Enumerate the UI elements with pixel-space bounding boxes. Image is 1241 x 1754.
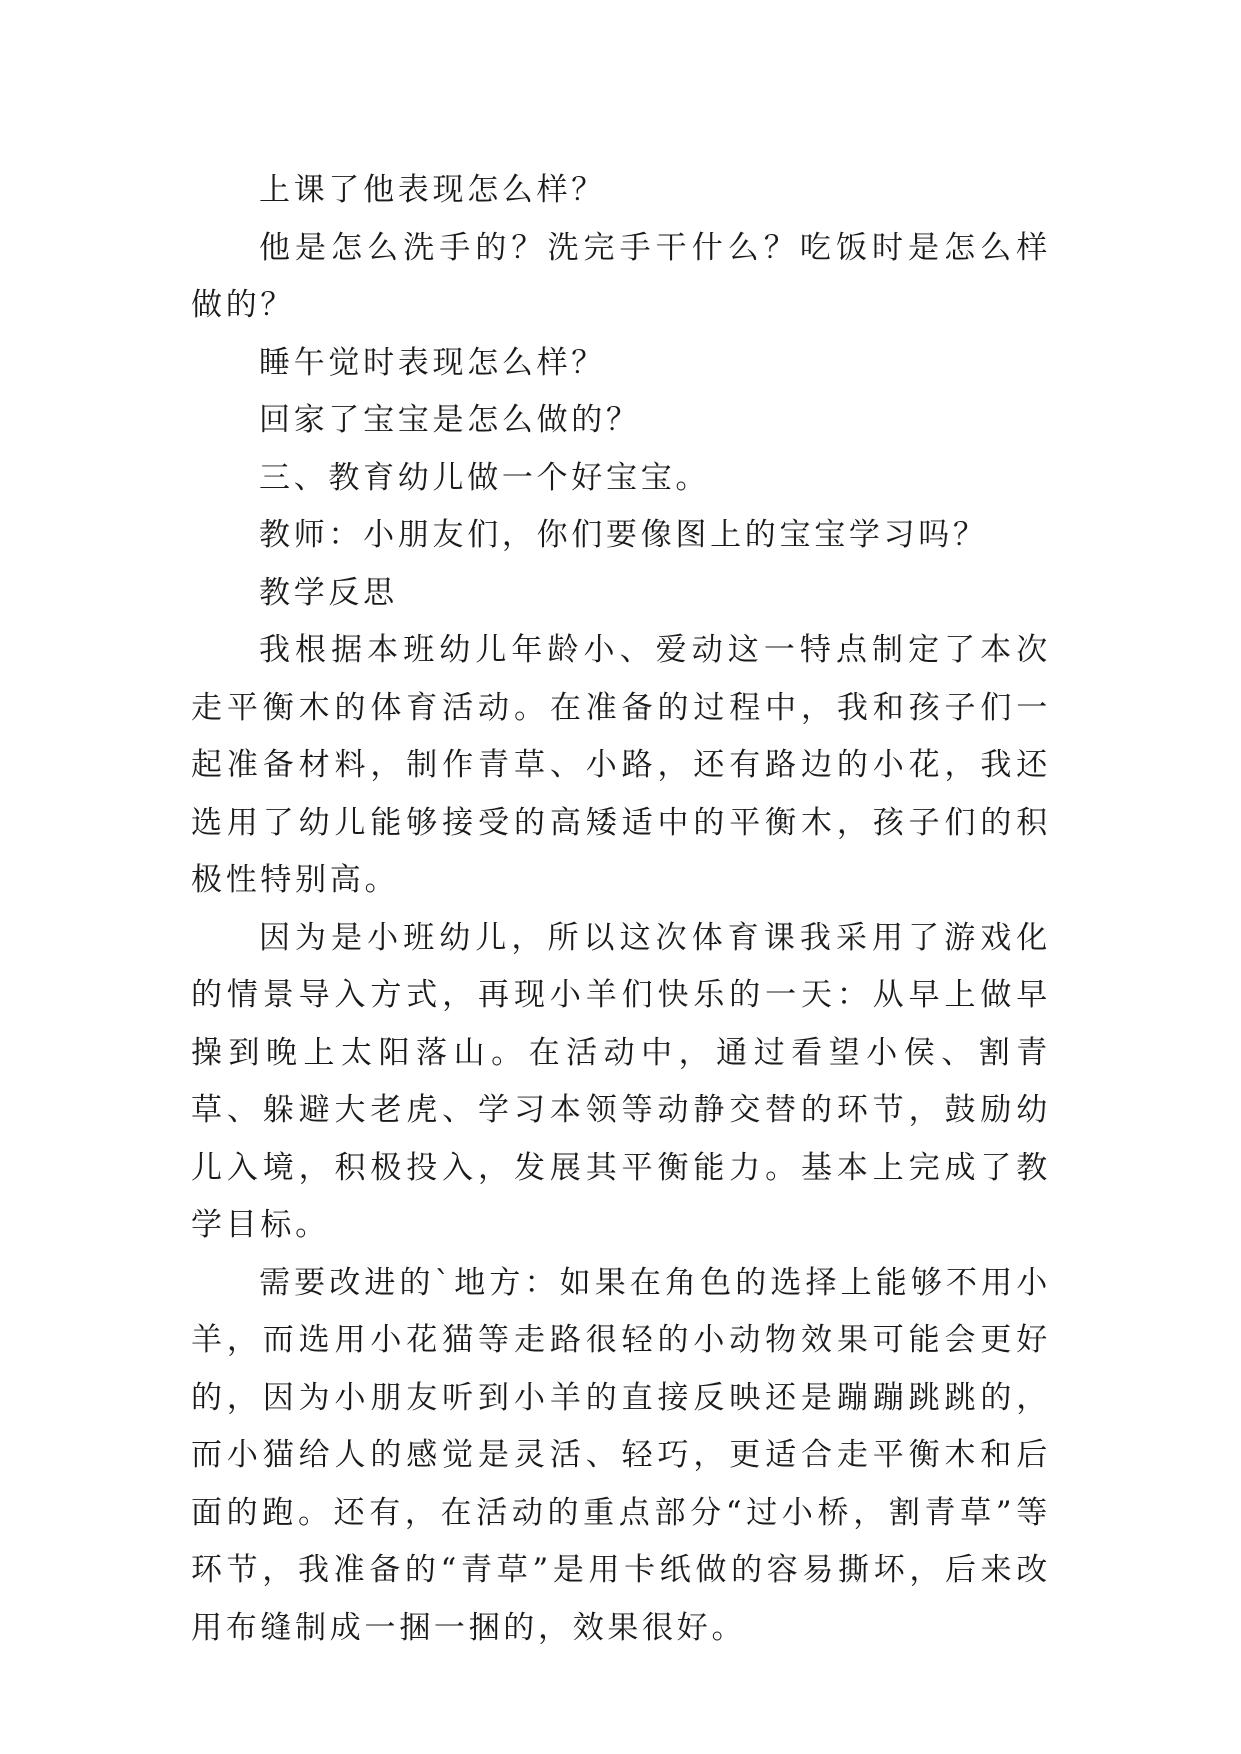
paragraph: 需要改进的`地方：如果在角色的选择上能够不用小羊，而选用小花猫等走路很轻的小动物效果可能会更好的，因为小朋友听到小羊的直接反映还是蹦蹦跳跳的，而小猫给人的感觉是灵活、轻巧，更适合走平衡木和后面的跑。还有，在活动的重点部分“过小桥，割青草”等环节，我准备的“青草”是用卡纸做的容易撕坏，后来改用布缝制成一捆一捆的，效果很好。 [191,1264,1051,1646]
paragraph: 睡午觉时表现怎么样？ [259,344,606,381]
paragraph: 我根据本班幼儿年龄小、爱动这一特点制定了本次走平衡木的体育活动。在准备的过程中，我和孩子们一起准备材料，制作青草、小路，还有路边的小花，我还选用了幼儿能够接受的高矮适中的平衡木，孩子们的积极性特别高。 [191,632,1051,898]
section-heading: 三、教育幼儿做一个好宝宝。 [259,459,711,496]
document-body [191,162,1051,1657]
section-heading: 教学反思 [259,574,398,611]
paragraph: 回家了宝宝是怎么做的？ [259,402,641,438]
paragraph: 教师：小朋友们，你们要像图上的宝宝学习吗？ [259,517,988,553]
paragraph: 因为是小班幼儿，所以这次体育课我采用了游戏化的情景导入方式，再现小羊们快乐的一天：从早上做早操到晚上太阳落山。在活动中，通过看望小侯、割青草、躲避大老虎、学习本领等动静交替的环节，鼓励幼儿入境，积极投入，发展其平衡能力。基本上完成了教学目标。 [191,919,1051,1243]
paragraph: 他是怎么洗手的？洗完手干什么？吃饭时是怎么样做的？ [191,229,1051,323]
paragraph: 上课了他表现怎么样？ [259,172,606,208]
